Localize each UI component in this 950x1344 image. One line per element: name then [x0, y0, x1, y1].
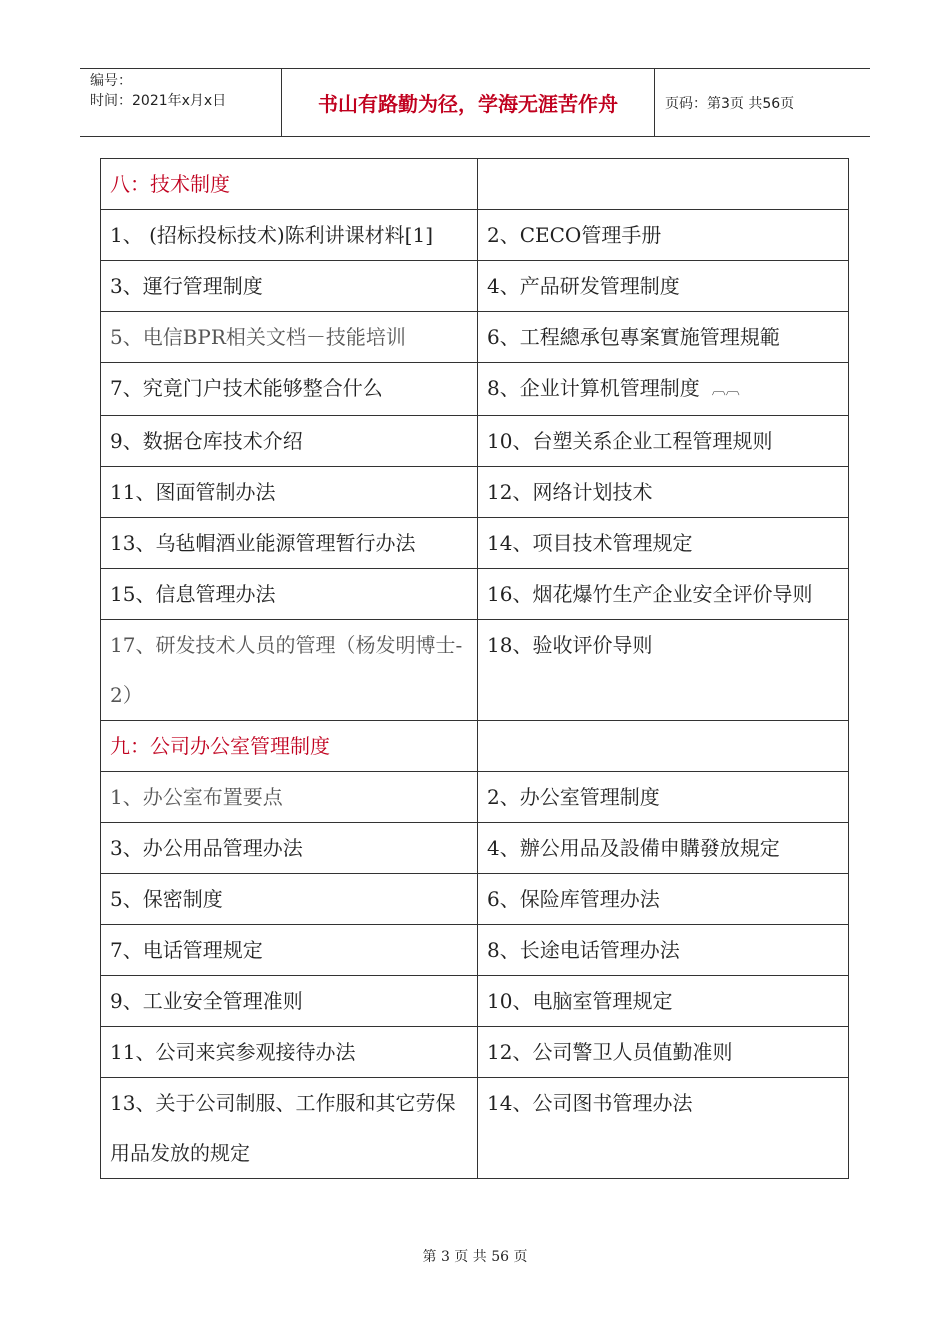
- policy-item-left: 1、 (招标投标技术)陈利讲课材料[1]: [101, 210, 478, 261]
- section-empty-cell: [478, 159, 849, 210]
- policy-item-right-text: 12、公司警卫人员值勤准则: [487, 1039, 733, 1064]
- policy-item-right: [478, 873, 849, 924]
- policy-item-left: 11、图面管制办法: [101, 466, 478, 517]
- policy-item-right-text: 16、烟花爆竹生产企业安全评价导则: [487, 581, 813, 606]
- policy-item-right-text: 18、验收评价导则: [487, 632, 653, 657]
- policy-item-right-text: 2、CECO管理手册: [487, 223, 662, 247]
- policy-item-left: 5、保密制度: [101, 873, 478, 924]
- table-row: [101, 771, 849, 822]
- policy-item-right-text: 14、项目技术管理规定: [487, 530, 693, 555]
- policy-item-right: [478, 924, 849, 975]
- document-date: 时间：2021年x月x日: [90, 93, 227, 109]
- table-row: [101, 363, 849, 416]
- table-row: [101, 210, 849, 261]
- table-row: [101, 261, 849, 312]
- header-page-info: 页码：第3页 共56页: [665, 95, 795, 112]
- policy-item-right-text: 6、工程總承包專案實施管理規範: [487, 325, 780, 349]
- page-header: [80, 68, 870, 137]
- policy-item-right: [478, 210, 849, 261]
- section-header-row: [101, 159, 849, 210]
- policy-item-left: 1、办公室布置要点: [101, 771, 478, 822]
- bracket-marks: ︹︹: [711, 381, 740, 398]
- policy-item-right-text: 10、电脑室管理规定: [487, 988, 673, 1013]
- section-title: 九：公司办公室管理制度: [101, 720, 478, 771]
- policy-item-right-text: 8、企业计算机管理制度: [487, 376, 700, 400]
- policy-item-right: [478, 619, 849, 720]
- page-footer: 第 3 页 共 56 页: [422, 1249, 528, 1265]
- policy-item-left: 15、信息管理办法: [101, 568, 478, 619]
- table-row: [101, 568, 849, 619]
- table-row: [101, 466, 849, 517]
- policy-item-right-text: 12、网络计划技术: [487, 479, 653, 504]
- table-row: [101, 415, 849, 466]
- policy-item-left: 11、公司来宾参观接待办法: [101, 1026, 478, 1077]
- header-meta: [80, 69, 282, 136]
- document-number-label: 编号：: [90, 73, 132, 89]
- policy-item-right: [478, 415, 849, 466]
- policy-item-right: [478, 568, 849, 619]
- policy-item-left: 3、運行管理制度: [101, 261, 478, 312]
- policy-item-right: [478, 312, 849, 363]
- policy-item-right-text: 8、长途电话管理办法: [487, 937, 680, 962]
- section-header-row: [101, 720, 849, 771]
- table-row: [101, 924, 849, 975]
- section-title: 八：技术制度: [101, 159, 478, 210]
- policy-item-left: 7、电话管理规定: [101, 924, 478, 975]
- table-row: [101, 312, 849, 363]
- policy-item-right-text: 6、保险库管理办法: [487, 886, 660, 911]
- policy-item-right-text: 10、台塑关系企业工程管理规则: [487, 428, 773, 453]
- policy-item-right: [478, 363, 849, 416]
- policy-item-left: 3、办公用品管理办法: [101, 822, 478, 873]
- table-row: [101, 873, 849, 924]
- policy-item-right-text: 4、辦公用品及設備申購發放規定: [487, 835, 780, 860]
- policy-item-right: [478, 517, 849, 568]
- header-slogan: 书山有路勤为径，学海无涯苦作舟: [282, 69, 655, 136]
- policy-item-right-text: 2、办公室管理制度: [487, 784, 660, 809]
- policy-item-right: [478, 466, 849, 517]
- policy-item-left: 9、数据仓库技术介绍: [101, 415, 478, 466]
- policy-item-left: 5、电信BPR相关文档－技能培训: [101, 312, 478, 363]
- policy-item-right: [478, 261, 849, 312]
- policy-table: [100, 158, 849, 1179]
- policy-item-left: 13、乌毡帽酒业能源管理暂行办法: [101, 517, 478, 568]
- table-row: [101, 1026, 849, 1077]
- policy-item-right-text: 4、产品研发管理制度: [487, 274, 680, 298]
- policy-item-right-text: 14、公司图书管理办法: [487, 1090, 693, 1115]
- policy-item-left: 9、工业安全管理准则: [101, 975, 478, 1026]
- table-row: [101, 822, 849, 873]
- table-row: [101, 517, 849, 568]
- policy-item-right: [478, 1026, 849, 1077]
- policy-item-right: [478, 1077, 849, 1178]
- policy-item-right: [478, 771, 849, 822]
- table-row: [101, 1077, 849, 1178]
- policy-item-left: 7、究竟门户技术能够整合什么: [101, 363, 478, 416]
- policy-item-right: [478, 822, 849, 873]
- table-row: [101, 619, 849, 720]
- table-row: [101, 975, 849, 1026]
- policy-item-right: [478, 975, 849, 1026]
- policy-item-left: 13、关于公司制服、工作服和其它劳保用品发放的规定: [101, 1077, 478, 1178]
- section-empty-cell: [478, 720, 849, 771]
- policy-item-left: 17、研发技术人员的管理（杨发明博士-2）: [101, 619, 478, 720]
